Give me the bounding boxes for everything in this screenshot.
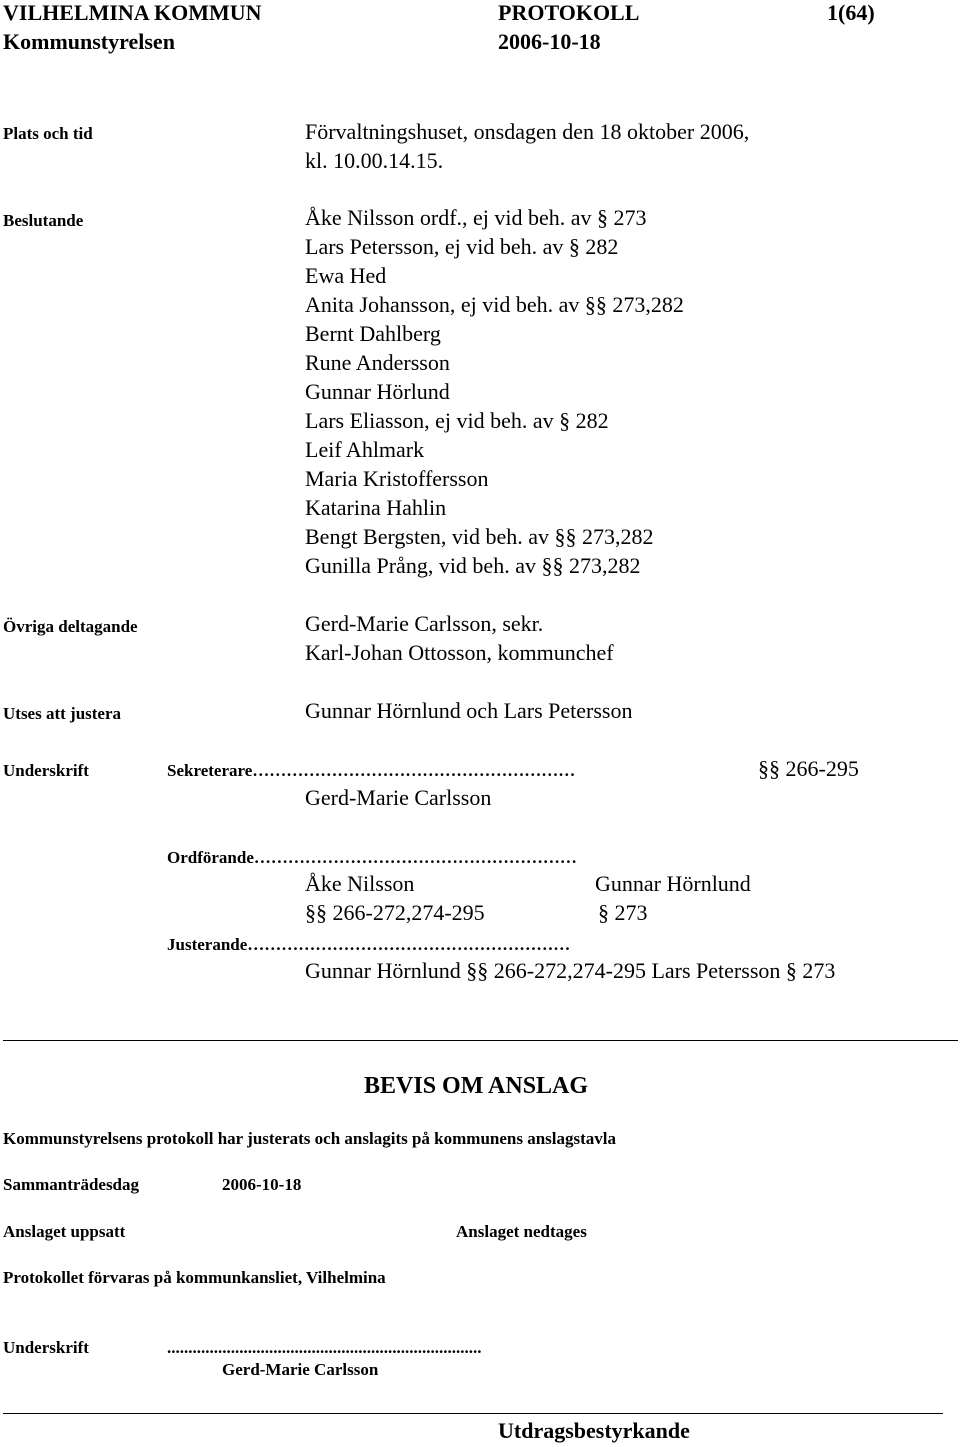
ordforande-name-1: Åke Nilsson: [305, 871, 415, 896]
member: Bengt Bergsten, vid beh. av §§ 273,282: [305, 524, 654, 549]
sekreterare-signature-line: Sekreterare…………………………………………………: [167, 761, 576, 780]
bevis-signature-line: ..........................................................................: [167, 1338, 482, 1357]
divider: [3, 1040, 958, 1041]
anslaget-uppsatt-label: Anslaget uppsatt: [3, 1222, 126, 1241]
member: Bernt Dahlberg: [305, 321, 441, 346]
justera-label: Utses att justera: [3, 704, 122, 723]
sammantradesdag-label: Sammanträdesdag: [3, 1175, 140, 1194]
header-page: 1(64): [827, 0, 875, 25]
ovriga-line2: Karl-Johan Ottosson, kommunchef: [305, 640, 614, 665]
forvaras-text: Protokollet förvaras på kommunkansliet, Vilhelmina: [3, 1268, 386, 1287]
header-doctype: PROTOKOLL: [498, 0, 640, 25]
sammantradesdag-value: 2006-10-18: [222, 1175, 302, 1194]
bevis-title: BEVIS OM ANSLAG: [364, 1073, 589, 1099]
ordforande-paragraphs-2: § 273: [598, 900, 648, 925]
member: Ewa Hed: [305, 263, 387, 288]
member: Anita Johansson, ej vid beh. av §§ 273,282: [305, 292, 684, 317]
header-body: Kommunstyrelsen: [3, 29, 175, 54]
ordforande-name-2: Gunnar Hörnlund: [595, 871, 751, 896]
plats-line1: Förvaltningshuset, onsdagen den 18 oktober 2006,: [305, 119, 750, 144]
bevis-underskrift-name: Gerd-Marie Carlsson: [222, 1360, 379, 1379]
member: Gunnar Hörlund: [305, 379, 450, 404]
underskrift-label: Underskrift: [3, 761, 89, 780]
footer-divider: [3, 1413, 943, 1414]
ovriga-line1: Gerd-Marie Carlsson, sekr.: [305, 611, 544, 636]
footer-title: Utdragsbestyrkande: [498, 1418, 690, 1443]
member: Katarina Hahlin: [305, 495, 447, 520]
member: Lars Eliasson, ej vid beh. av § 282: [305, 408, 609, 433]
justerande-signature-line: Justerande…………………………………………………: [167, 935, 571, 954]
ordforande-signature-line: Ordförande…………………………………………………: [167, 848, 577, 867]
justerande-line: Gunnar Hörnlund §§ 266-272,274-295 Lars Petersson § 273: [305, 958, 836, 983]
justera-value: Gunnar Hörnlund och Lars Petersson: [305, 698, 633, 723]
member: Gunilla Prång, vid beh. av §§ 273,282: [305, 553, 641, 578]
member: Åke Nilsson ordf., ej vid beh. av § 273: [305, 205, 647, 230]
plats-label: Plats och tid: [3, 124, 93, 143]
member: Rune Andersson: [305, 350, 450, 375]
beslutande-label: Beslutande: [3, 211, 84, 230]
member: Lars Petersson, ej vid beh. av § 282: [305, 234, 619, 259]
sekreterare-paragraphs: §§ 266-295: [758, 756, 859, 781]
ovriga-label: Övriga deltagande: [3, 617, 138, 636]
member: Leif Ahlmark: [305, 437, 425, 462]
bevis-statement: Kommunstyrelsens protokoll har justerats och anslagits på kommunens anslagstavla: [3, 1129, 617, 1148]
anslaget-nedtages-label: Anslaget nedtages: [456, 1222, 587, 1241]
plats-line2: kl. 10.00.14.15.: [305, 148, 444, 173]
sekreterare-name: Gerd-Marie Carlsson: [305, 785, 492, 810]
bevis-underskrift-label: Underskrift: [3, 1338, 89, 1357]
header-org: VILHELMINA KOMMUN: [3, 0, 262, 25]
member: Maria Kristoffersson: [305, 466, 489, 491]
header-date: 2006-10-18: [498, 29, 601, 54]
ordforande-paragraphs-1: §§ 266-272,274-295: [305, 900, 485, 925]
